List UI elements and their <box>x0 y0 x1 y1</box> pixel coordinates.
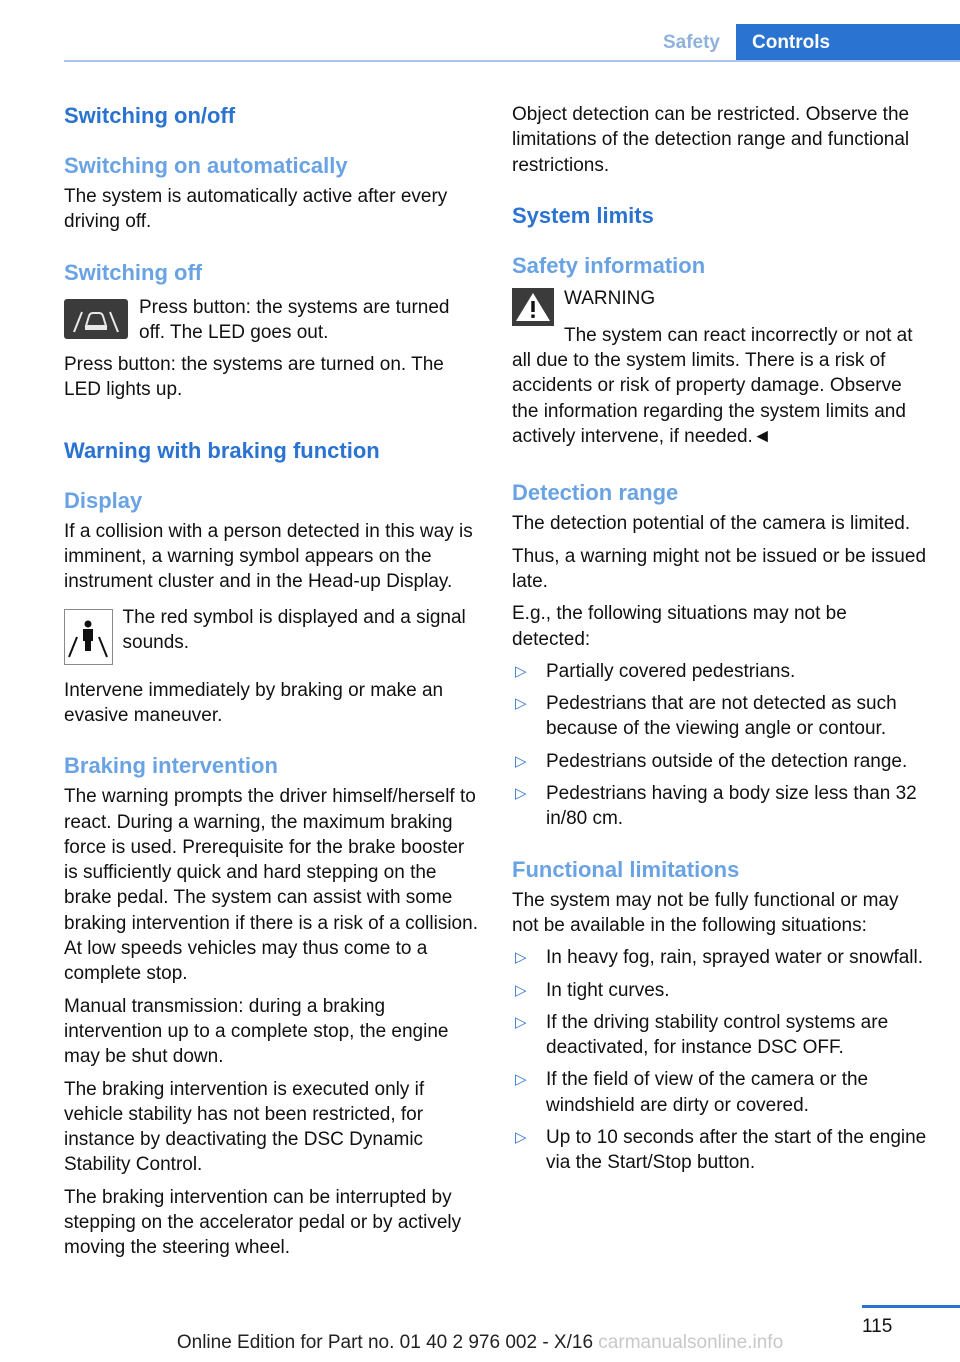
heading-functional-limitations: Functional limitations <box>512 856 740 882</box>
heading-braking-intervention: Braking intervention <box>64 753 278 779</box>
range-paragraph-1: The detection potential of the camera is limited. <box>512 513 911 535</box>
list-item: ▷ Pedestrians having a body size less than 32 in/80 cm. <box>515 783 917 830</box>
page-number: 115 <box>862 1316 893 1337</box>
heading-warning-braking: Warning with braking function <box>64 437 380 463</box>
footer-watermark: carmanualsonline.info <box>598 1332 784 1353</box>
bullet-triangle-icon: ▷ <box>515 662 527 680</box>
heading-safety-information: Safety information <box>512 252 706 278</box>
display-text: If a collision with a person detected in this way is imminent, a warning symbol appears on the instrument cluster and in the Head-up Display. <box>64 520 473 593</box>
bullet-triangle-icon: ▷ <box>515 981 527 999</box>
warning-label: WARNING <box>564 287 656 309</box>
list-item: ▷ Partially covered pedestrians. <box>512 659 928 684</box>
heading-display: Display <box>64 487 143 513</box>
bullet-triangle-icon: ▷ <box>515 949 527 967</box>
list-item: ▷ If the field of view of the camera or the windshield are dirty or covered. <box>515 1069 869 1116</box>
bullet-triangle-icon: ▷ <box>515 1013 527 1031</box>
list-item: ▷ Pedestrians that are not detected as such because of the viewing angle or contour. <box>515 693 897 740</box>
func-text: The system may not be fully functional or may not be available in the following situations: <box>512 889 899 936</box>
footer <box>0 1332 960 1354</box>
page-number-rule <box>862 1305 960 1308</box>
footer-edition: Online Edition for Part no. 01 40 2 976 002 - X/16 <box>176 1332 594 1353</box>
range-paragraph-2: Thus, a warning might not be issued or be issued late. <box>512 545 927 592</box>
bullet-triangle-icon: ▷ <box>515 1129 527 1147</box>
braking-paragraph-3: The braking intervention is executed only if vehicle stability has not been restricted, for instance by deactivating the DSC Dynamic Stability Control. <box>64 1078 425 1176</box>
bullet-triangle-icon: ▷ <box>515 785 527 803</box>
pedestrian-warning-button-icon <box>64 299 128 339</box>
braking-paragraph-4: The braking intervention can be interrupted by stepping on the accelerator pedal or by actively moving the steering wheel. <box>64 1186 462 1259</box>
range-paragraph-3: E.g., the following situations may not be detected: <box>512 603 847 650</box>
off-icon-text: Press button: the systems are turned off. The LED goes out. <box>139 296 450 343</box>
header-tab-controls: Controls <box>736 24 960 62</box>
bullet-triangle-icon: ▷ <box>515 1071 527 1089</box>
heading-system-limits: System limits <box>512 202 654 228</box>
bullet-triangle-icon: ▷ <box>515 752 527 770</box>
heading-switching: Switching on/off <box>64 103 236 128</box>
header-tab-safety: Safety <box>662 32 720 53</box>
right-column <box>512 102 928 1176</box>
list-item: ▷ Pedestrians outside of the detection range. <box>512 749 928 774</box>
symbol-row <box>64 605 480 665</box>
list-item: ▷ Up to 10 seconds after the start of the engine via the Start/Stop button. <box>515 1127 927 1174</box>
auto-text: The system is automatically active after every driving off. <box>64 186 448 233</box>
warning-block <box>512 286 928 449</box>
heading-switching-off: Switching off <box>64 259 203 285</box>
list-item: ▷ If the driving stability control systems are deactivated, for instance DSC OFF. <box>515 1011 889 1059</box>
on-text: Press button: the systems are turned on. The LED lights up. <box>64 354 444 401</box>
pedestrian-symbol-icon <box>64 609 113 665</box>
range-list <box>512 659 928 832</box>
symbol-text: The red symbol is displayed and a signal sounds. <box>122 606 466 653</box>
intervene-text: Intervene immediately by braking or make an evasive maneuver. <box>64 679 444 726</box>
header-rule <box>64 60 960 62</box>
func-list <box>512 945 928 1175</box>
heading-detection-range: Detection range <box>512 480 679 506</box>
braking-paragraph-1: The warning prompts the driver himself/herself to react. During a warning, the maximum braking force is used. Prerequisite for the brake booster is sufficiently quick and hard stepping on the brake pedal. The system can assist with some braking intervention if there is a risk of a collision. At low speeds vehicles may thus come to a complete stop. <box>64 786 478 985</box>
bullet-triangle-icon: ▷ <box>515 695 527 713</box>
warning-triangle-icon <box>512 288 554 326</box>
braking-paragraph-2: Manual transmission: during a braking intervention up to a complete stop, the engine may be shut down. <box>64 995 449 1068</box>
off-icon-row <box>64 295 480 346</box>
intro-text: Object detection can be restricted. Observe the limitations of the detection range and functional restrictions. <box>512 104 910 176</box>
left-column <box>64 102 480 1261</box>
warning-text: The system can react incorrectly or not at all due to the system limits. There is a risk of accidents or risk of property damage. Observe the information regarding the system limits and actively intervene, if needed.◄ <box>512 324 913 448</box>
list-item: ▷ In tight curves. <box>512 978 928 1003</box>
list-item: ▷ In heavy fog, rain, sprayed water or snowfall. <box>512 945 928 970</box>
heading-switching-auto: Switching on automatically <box>64 153 348 178</box>
